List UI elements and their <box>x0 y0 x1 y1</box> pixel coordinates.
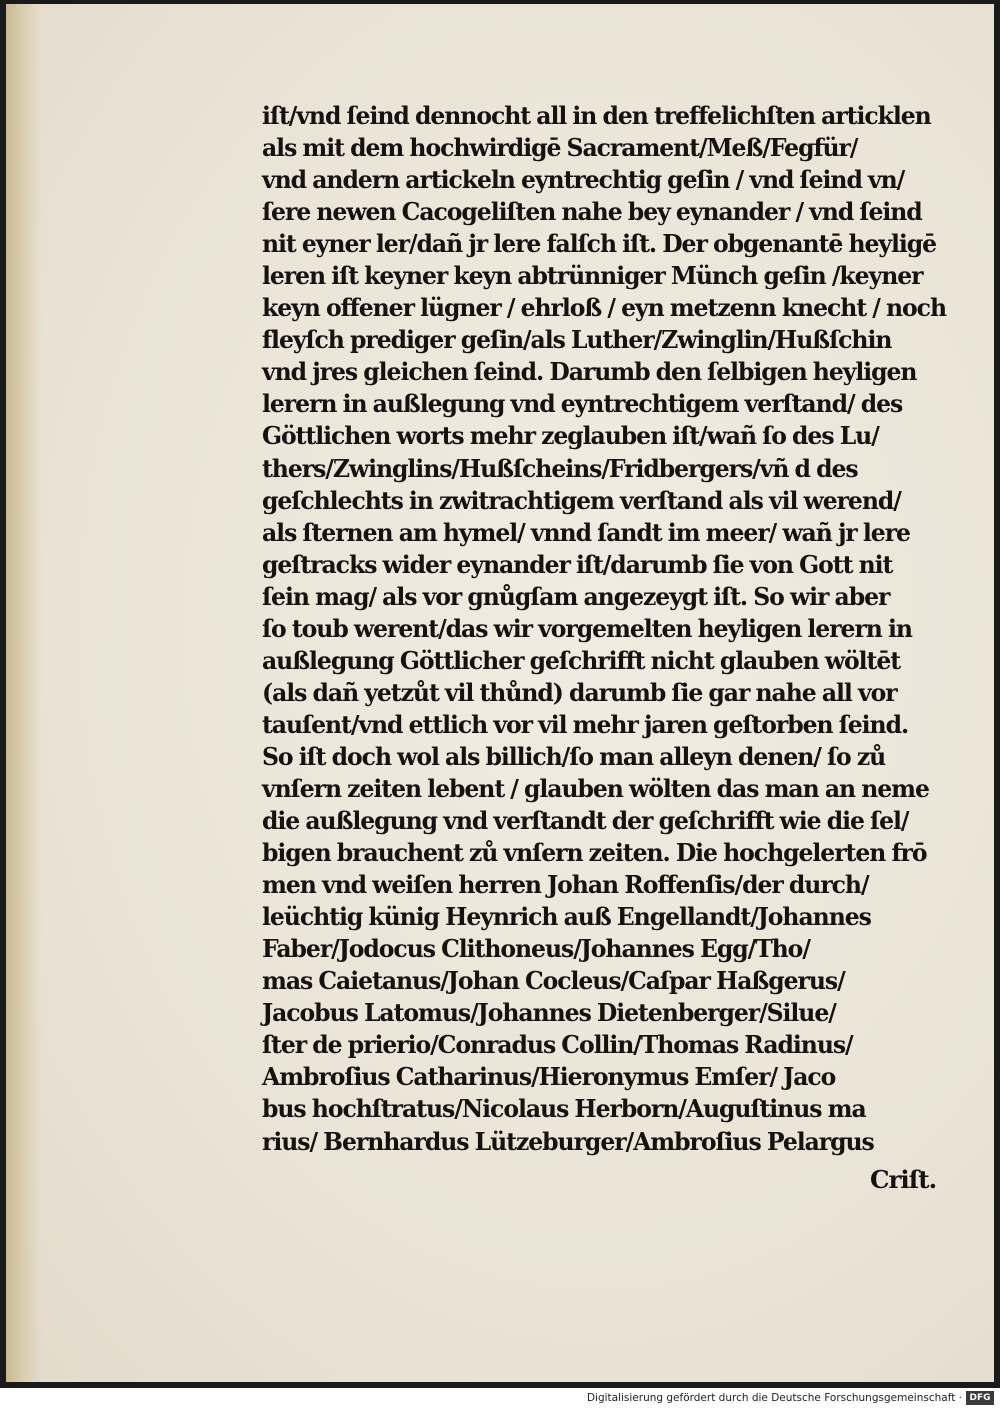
text-line: rius/ Bernhardus Lützeburger/Ambroſius Pelargus <box>262 1126 874 1156</box>
text-line: tauſent/vnd ettlich vor vil mehr jaren geſtorben ſeind. <box>262 709 909 739</box>
text-line: vnſern zeiten lebent / glauben wölten das man an neme <box>262 773 929 803</box>
text-line: geſchlechts in zwitrachtigem verſtand als vil werend/ <box>262 485 901 515</box>
text-line: die außlegung vnd verſtandt der geſchrifft wie die ſel/ <box>262 806 909 836</box>
text-line: bigen brauchent zů vnſern zeiten. Die hochgelerten frō <box>262 838 927 868</box>
text-line: So iſt doch wol als billich/ſo man alleyn denen/ ſo zů <box>262 741 886 771</box>
text-line: Faber/Jodocus Clithoneus/Johannes Egg/Tho/ <box>262 934 810 964</box>
text-line: ſo toub werent/das wir vorgemelten heyligen lerern in <box>262 613 912 643</box>
text-line: vnd andern artickeln eyntrechtig geſin / vnd ſeind vn/ <box>262 165 905 195</box>
text-line: leüchtig künig Heynrich auß Engellandt/Johannes <box>262 902 871 932</box>
text-line: außlegung Göttlicher geſchrifft nicht glauben wöltēt <box>262 645 901 675</box>
text-block <box>262 100 962 1158</box>
text-line: thers/Zwinglins/Hußſcheins/Fridbergers/vñ d des <box>262 453 858 483</box>
dfg-logo-icon[interactable]: DFG <box>966 1391 994 1405</box>
text-line: vnd jres gleichen ſeind. Darumb den ſelbigen heyligen <box>262 357 917 387</box>
text-line: lerern in außlegung vnd eyntrechtigem verſtand/ des <box>262 389 903 419</box>
page-gutter-shadow <box>6 4 42 1382</box>
text-line: iſt/vnd ſeind dennocht all in den treffelichſten articklen <box>262 101 931 130</box>
text-line: bus hochſtratus/Nicolaus Herborn/Auguſtinus ma <box>262 1094 866 1124</box>
text-line: ſere newen Cacogeliſten nahe bey eynander / vnd ſeind <box>262 197 922 227</box>
text-line: ſein mag/ als vor gnůgſam angezeygt iſt. So wir aber <box>262 581 890 611</box>
text-line: mas Caietanus/Johan Cocleus/Caſpar Haßgerus/ <box>262 966 845 996</box>
text-line: keyn offener lügner / ehrloß / eyn metzenn knecht / noch <box>262 293 946 323</box>
text-line: ſter de prierio/Conradus Collin/Thomas Radinus/ <box>262 1030 853 1060</box>
text-line: geſtracks wider eynander iſt/darumb ſie von Gott nit <box>262 549 893 579</box>
text-line: fleyſch prediger geſin/als Luther/Zwinglin/Hußſchin <box>262 325 892 355</box>
text-line: nit eyner ler/dañ jr lere falſch iſt. Der obgenantē heyligē <box>262 229 937 259</box>
text-line: (als dañ yetzůt vil thůnd) darumb ſie gar nahe all vor <box>262 677 897 707</box>
text-line: Jacobus Latomus/Johannes Dietenberger/Silue/ <box>262 998 836 1028</box>
text-line: als mit dem hochwirdigē Sacrament/Meß/Fegfür/ <box>262 133 858 163</box>
footer-bar <box>0 1388 1000 1410</box>
catchword: Criſt. <box>870 1165 937 1194</box>
text-line: als ſternen am hymel/ vnnd ſandt im meer/ wañ jr lere <box>262 517 910 547</box>
funding-credit: Digitalisierung gefördert durch die Deutsche Forschungsgemeinschaft · <box>586 1392 962 1404</box>
text-line: Ambroſius Catharinus/Hieronymus Emſer/ Jaco <box>262 1062 836 1092</box>
text-line: men vnd weiſen herren Johan Roffenſis/der durch/ <box>262 870 869 900</box>
text-line: Göttlichen worts mehr zeglauben iſt/wañ ſo des Lu/ <box>262 421 879 451</box>
text-line: leren iſt keyner keyn abtrünniger Münch geſin /keyner <box>262 261 923 291</box>
